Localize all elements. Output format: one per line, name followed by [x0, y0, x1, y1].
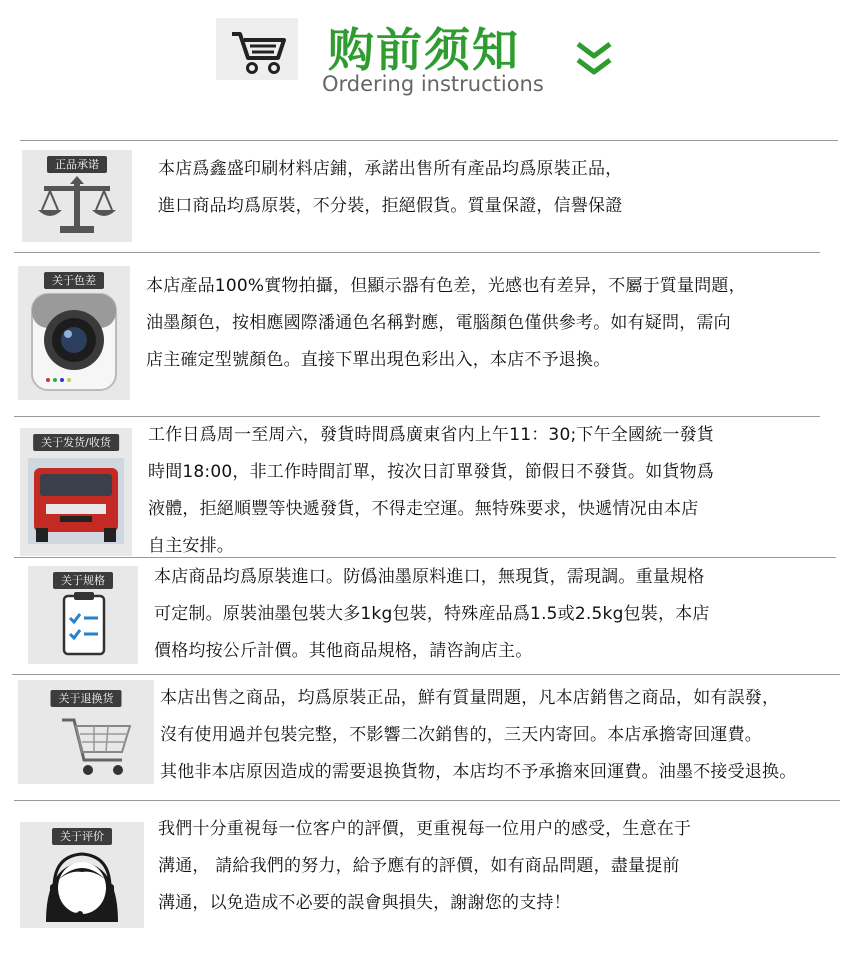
text-line: 本店爲鑫盛印刷材料店鋪，承諾出售所有產品均爲原裝正品， [158, 159, 623, 179]
section-divider [14, 252, 820, 253]
section-badge: 关于评价 [52, 828, 112, 845]
text-line: 進口商品均爲原裝，不分裝，拒絕假貨。質量保證，信譽保證 [158, 196, 623, 216]
page-title: 购前须知 [328, 23, 520, 77]
section-divider [20, 140, 838, 141]
camera-icon [18, 266, 130, 400]
text-line: 我們十分重視每一位客户的評價，更重視每一位用户的感受，生意在于 [158, 819, 692, 839]
shopping-cart-icon [18, 680, 154, 784]
text-line: 本店商品均爲原裝進口。防僞油墨原料進口，無現貨，需現調。重量規格 [154, 567, 705, 587]
section-icon-card [18, 266, 130, 400]
text-line: 時間18:00，非工作時間訂單，按次日訂單發貨，節假日不發貨。如貨物爲 [148, 462, 714, 482]
section-badge: 关于色差 [44, 272, 104, 289]
section-divider [14, 557, 836, 558]
section-badge: 关于发货/收货 [33, 434, 119, 451]
text-line: 工作日爲周一至周六，發貨時間爲廣東省内上午11：30;下午全國統一發貨 [148, 425, 714, 445]
section-icon-card [20, 428, 132, 556]
section-divider [14, 800, 840, 801]
section-divider [12, 674, 840, 675]
text-line: 本店出售之商品，均爲原裝正品，鮮有質量問題，凡本店銷售之商品，如有誤發， [160, 688, 780, 708]
section-text [160, 680, 796, 791]
section-icon-card [22, 150, 132, 242]
section-badge: 关于规格 [53, 572, 113, 589]
section-badge: 关于退换货 [51, 690, 122, 707]
text-line: 可定制。原裝油墨包裝大多1kg包裝，特殊産品爲1.5或2.5kg包裝，本店 [154, 604, 710, 624]
page-subtitle: Ordering instructions [322, 72, 544, 96]
text-line: 溝通，以免造成不必要的誤會與損失，謝謝您的支持！ [158, 893, 571, 913]
section-text [146, 268, 746, 379]
section-icon-card [18, 680, 154, 784]
text-line: 自主安排。 [148, 536, 234, 556]
text-line: 液體，拒絕順豐等快遞發貨，不得走空運。無特殊要求，快遞情况由本店 [148, 499, 699, 519]
section-text [154, 559, 710, 670]
cart-icon [216, 18, 298, 80]
text-line: 價格均按公斤計價。其他商品規格，請咨詢店主。 [154, 641, 533, 661]
text-line: 本店產品100%實物拍攝，但顯示器有色差，光感也有差异，不屬于質量問題， [146, 276, 746, 296]
text-line: 店主確定型號顏色。直接下單出現色彩出入，本店不予退換。 [146, 350, 611, 370]
section-text [158, 151, 622, 225]
truck-icon [20, 428, 132, 556]
headset-agent-icon [20, 822, 144, 928]
section-text [158, 811, 691, 922]
scales-icon [22, 150, 132, 242]
header [0, 0, 850, 118]
text-line: 油墨顏色，按相應國際潘通色名稱對應，電腦顏色僅供參考。如有疑問，需向 [146, 313, 731, 333]
text-line: 溝通， 請給我們的努力，給予應有的評價，如有商品問題，盡量提前 [158, 856, 680, 876]
text-line: 其他非本店原因造成的需要退换貨物，本店均不予承擔來回運費。油墨不接受退换。 [160, 762, 797, 782]
clipboard-icon [28, 566, 138, 664]
chevron-down-icon [574, 40, 614, 80]
text-line: 沒有使用過并包裝完整，不影響二次銷售的，三天内寄回。本店承擔寄回運費。 [160, 725, 762, 745]
section-icon-card [28, 566, 138, 664]
section-icon-card [20, 822, 144, 928]
section-text [148, 417, 714, 565]
section-badge: 正品承诺 [47, 156, 107, 173]
